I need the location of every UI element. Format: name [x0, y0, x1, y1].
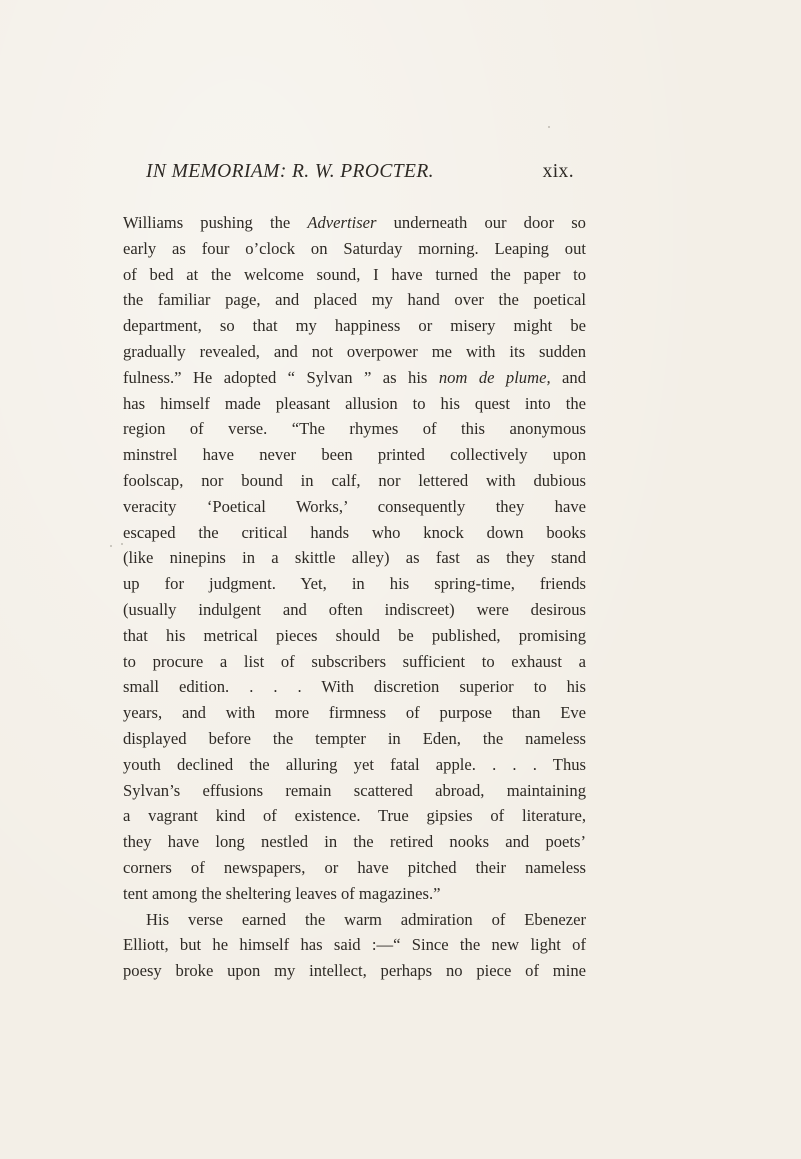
text-line [123, 416, 586, 442]
text-run: (like ninepins in a skittle alley) as fast as they stand [123, 548, 586, 568]
italic-text-run: Advertiser [307, 213, 377, 232]
text-line [123, 649, 586, 675]
text-run: early as four o’clock on Saturday morning. Leaping out [123, 238, 586, 258]
text-run: Sylvan’s effusions remain scattered abroad, maintaining [123, 780, 586, 800]
text-run: that his metrical pieces should be published, promising [123, 625, 586, 645]
body-text [123, 210, 586, 984]
italic-text-run: nom de plume, [438, 367, 551, 387]
text-line [123, 442, 586, 468]
text-run: has himself made pleasant allusion to his quest into the [123, 393, 586, 413]
text-line [123, 907, 586, 933]
text-line [123, 287, 586, 313]
text-run: years, and with more firmness of purpose than Eve [123, 703, 586, 723]
text-line [123, 778, 586, 804]
text-run: underneath our door so [376, 213, 586, 232]
text-line [123, 468, 586, 494]
ink-speck [110, 545, 112, 547]
text-line [123, 313, 586, 339]
text-line [123, 674, 586, 700]
text-run: Elliott, but he himself has said :—“ Since the new light of [123, 935, 586, 955]
text-run: they have long nestled in the retired nooks and poets’ [123, 832, 586, 852]
text-line [123, 236, 586, 262]
running-title: IN MEMORIAM: R. W. PROCTER. [146, 161, 434, 182]
text-run: (usually indulgent and often indiscreet) were desirous [123, 599, 586, 619]
text-run: to procure a list of subscribers sufficient to exhaust a [123, 651, 586, 671]
text-run: Williams pushing the [123, 213, 308, 232]
text-run: minstrel have never been printed collectively upon [123, 445, 586, 465]
text-run: escaped the critical hands who knock down books [123, 522, 586, 542]
text-line [123, 623, 586, 649]
text-run: youth declined the alluring yet fatal apple. . . . Thus [123, 754, 586, 774]
text-run: tent among the sheltering leaves of magazines.” [123, 883, 441, 903]
text-run: department, so that my happiness or misery might be [123, 316, 586, 336]
ink-speck [121, 543, 123, 545]
text-line [123, 855, 586, 881]
text-run: up for judgment. Yet, in his spring-time, friends [123, 574, 586, 594]
text-run: small edition. . . . With discretion superior to his [123, 677, 586, 697]
text-run: a vagrant kind of existence. True gipsies of literature, [123, 806, 586, 826]
text-line [123, 210, 586, 236]
text-line [123, 932, 586, 958]
text-run: fulness.” He adopted “ Sylvan ” as his [123, 367, 439, 387]
text-run: of bed at the welcome sound, I have turned the paper to [123, 264, 586, 284]
text-line [123, 829, 586, 855]
text-line [123, 958, 586, 984]
text-line [123, 365, 586, 391]
text-line [123, 391, 586, 417]
running-header [146, 161, 574, 191]
text-run: region of verse. “The rhymes of this anonymous [123, 419, 586, 439]
text-line [123, 571, 586, 597]
text-run: veracity ‘Poetical Works,’ consequently they have [123, 496, 586, 516]
text-line [123, 545, 586, 571]
text-line [123, 520, 586, 546]
text-line [123, 803, 586, 829]
text-line [123, 726, 586, 752]
text-run: and [550, 367, 586, 387]
page-number: xix. [542, 161, 574, 182]
ink-speck [548, 126, 550, 128]
text-line [123, 700, 586, 726]
text-run: poesy broke upon my intellect, perhaps no piece of mine [123, 961, 586, 981]
text-line [123, 752, 586, 778]
text-run: foolscap, nor bound in calf, nor lettered with dubious [123, 470, 586, 490]
text-run: His verse earned the warm admiration of Ebenezer [146, 909, 586, 929]
text-line [123, 262, 586, 288]
text-line [123, 881, 586, 907]
text-run: corners of newspapers, or have pitched their nameless [123, 857, 586, 877]
text-run: gradually revealed, and not overpower me with its sudden [123, 341, 586, 361]
text-run: displayed before the tempter in Eden, the nameless [123, 728, 586, 748]
text-run: the familiar page, and placed my hand over the poetical [123, 290, 586, 310]
text-line [123, 339, 586, 365]
text-line [123, 597, 586, 623]
text-line [123, 494, 586, 520]
